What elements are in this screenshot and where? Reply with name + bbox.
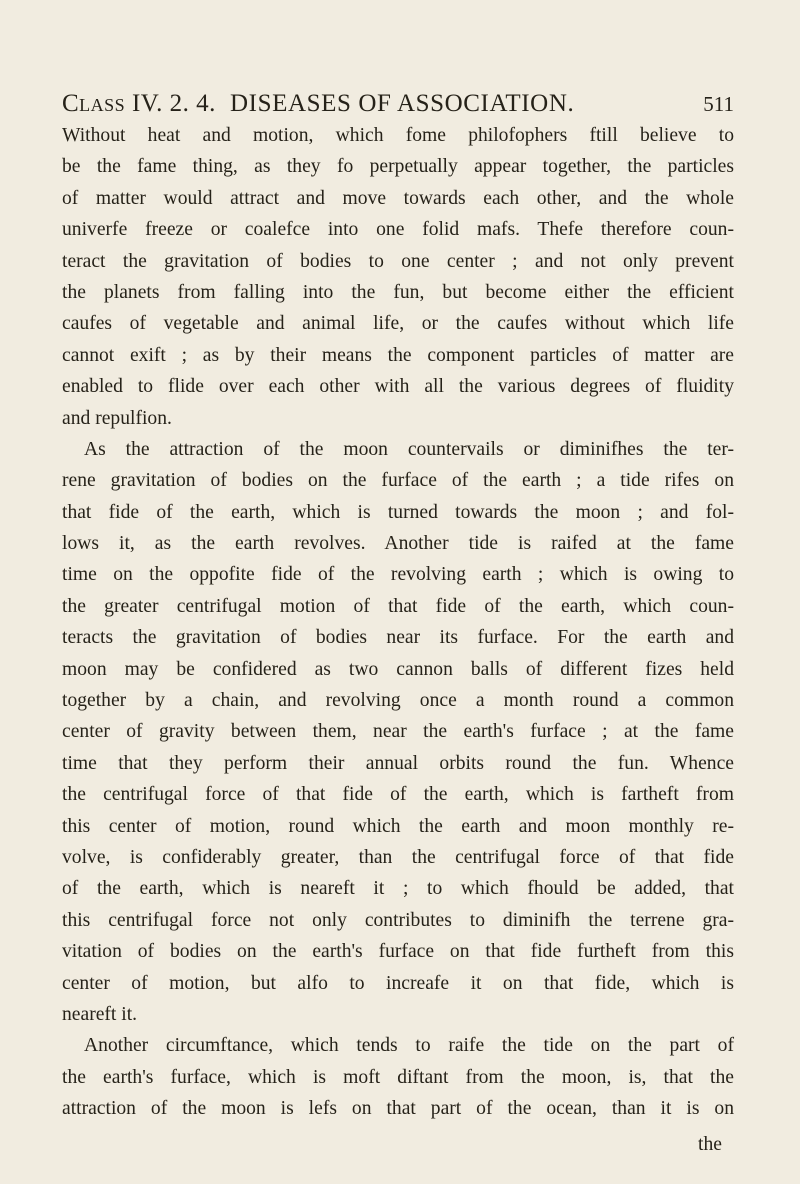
text-line: this center of motion, round which the earth and moon monthly re- <box>62 815 734 837</box>
text-line: teracts the gravitation of bodies near its furface. For the earth and <box>62 627 734 649</box>
text-line: together by a chain, and revolving once a month round a common <box>62 690 734 712</box>
class-reference: Class IV. 2. 4. <box>62 90 216 117</box>
text-line: rene gravitation of bodies on the furface of the earth ; a tide rifes on <box>62 470 734 492</box>
text-line: of the earth, which is neareft it ; to which fhould be added, that <box>62 878 734 900</box>
text-line: attraction of the moon is lefs on that part of the ocean, than it is on <box>62 1098 734 1120</box>
text-line: caufes of vegetable and animal life, or the caufes without which life <box>62 313 734 335</box>
text-line: the earth's furface, which is moft diftant from the moon, is, that the <box>62 1066 734 1088</box>
text-line: the greater centrifugal motion of that fide of the earth, which coun- <box>62 595 734 617</box>
text-line: volve, is confiderably greater, than the centrifugal force of that fide <box>62 846 734 868</box>
text-line: time on the oppofite fide of the revolving earth ; which is owing to <box>62 564 734 586</box>
text-line: the centrifugal force of that fide of the earth, which is fartheft from <box>62 784 734 806</box>
text-line: cannot exift ; as by their means the component particles of matter are <box>62 344 734 366</box>
catchword: the <box>698 1134 722 1155</box>
text-line: be the fame thing, as they fo perpetually appear together, the particles <box>62 156 734 178</box>
text-line: enabled to flide over each other with all the various degrees of fluidity <box>62 376 734 398</box>
text-line: the planets from falling into the fun, but become either the efficient <box>62 281 734 303</box>
text-line: Another circumftance, which tends to raife the tide on the part of <box>84 1035 734 1057</box>
text-line: center of gravity between them, near the earth's furface ; at the fame <box>62 721 734 743</box>
text-line: time that they perform their annual orbits round the fun. Whence <box>62 752 734 774</box>
text-line: that fide of the earth, which is turned towards the moon ; and fol- <box>62 501 734 523</box>
text-line: lows it, as the earth revolves. Another tide is raifed at the fame <box>62 533 734 555</box>
text-line: teract the gravitation of bodies to one center ; and not only prevent <box>62 250 734 272</box>
text-line: center of motion, but alfo to increafe it on that fide, which is <box>62 972 734 994</box>
page-number: 511 <box>703 92 734 116</box>
text-line: of matter would attract and move towards each other, and the whole <box>62 187 734 209</box>
chapter-title: DISEASES OF ASSOCIATION. <box>230 90 575 117</box>
text-line: and repulfion. <box>62 407 172 429</box>
text-line: Without heat and motion, which fome philofophers ftill believe to <box>62 125 734 146</box>
text-line: univerfe freeze or coalefce into one folid mafs. Thefe therefore coun- <box>62 219 734 241</box>
body-text <box>62 120 734 1125</box>
text-line: this centrifugal force not only contributes to diminifh the terrene gra- <box>62 909 734 931</box>
text-line: neareft it. <box>62 1003 138 1025</box>
text-line: moon may be confidered as two cannon balls of different fizes held <box>62 658 734 680</box>
text-line: vitation of bodies on the earth's furface on that fide furtheft from this <box>62 941 734 963</box>
text-line: As the attraction of the moon countervails or diminifhes the ter- <box>84 438 734 460</box>
